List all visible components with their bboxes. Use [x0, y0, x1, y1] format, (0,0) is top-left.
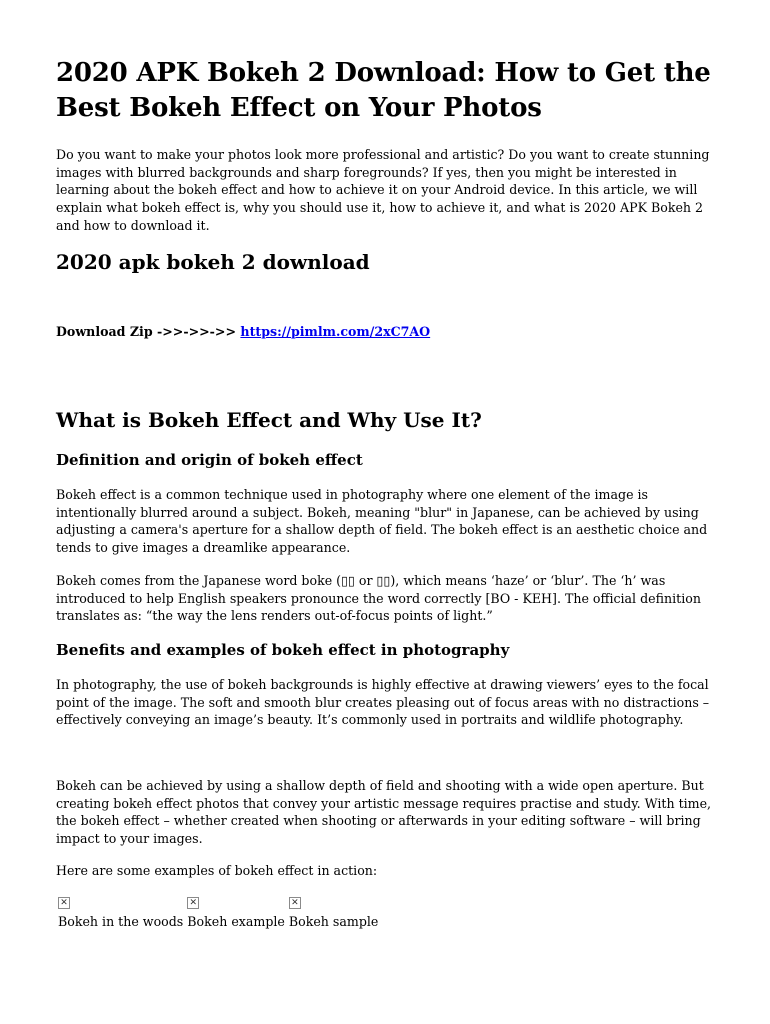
- broken-image-icon: ✕: [187, 897, 199, 909]
- definition-paragraph-1: Bokeh effect is a common technique used in photography where one element of the image is intentionally blurred around a subject. Bokeh, meaning "blur" in Japanese, can be achieved by using adjusting a camera's aperture for a shallow depth of field. The bokeh effect is an aesthetic choice and tends to give images a dreamlike appearance.: [56, 487, 708, 556]
- example-figure: [289, 897, 379, 930]
- example-figure: [58, 897, 183, 930]
- broken-image-icon: ✕: [289, 897, 301, 909]
- benefits-paragraph-2: Bokeh can be achieved by using a shallow depth of field and shooting with a wide open aperture. But creating bokeh effect photos that convey your artistic message requires practise and study. With time, the bokeh effect – whether created when shooting or afterwards in your editing software – will bring impact to your images.: [56, 778, 712, 847]
- benefits-paragraph-1: In photography, the use of bokeh backgrounds is highly effective at drawing viewers’ eyes to the focal point of the image. The soft and smooth blur creates pleasing out of focus areas with no distractions – effectively conveying an image’s beauty. It’s commonly used in portraits and wildlife photography.: [56, 677, 710, 728]
- section-heading-download: 2020 apk bokeh 2 download: [56, 250, 370, 274]
- download-line: [56, 323, 430, 341]
- definition-paragraph-2: Bokeh comes from the Japanese word boke (▯▯ or ▯▯), which means ‘haze’ or ‘blur’. The ‘h’ was introduced to help English speakers pronounce the word correctly [BO - KEH]. The official definition translates as: “the way the lens renders out-of-focus points of light.”: [56, 573, 701, 624]
- page-title: 2020 APK Bokeh 2 Download: How to Get the Best Bokeh Effect on Your Photos: [56, 58, 711, 123]
- broken-image-icon: ✕: [58, 897, 70, 909]
- section-heading-what-is-bokeh: What is Bokeh Effect and Why Use It?: [56, 408, 482, 432]
- example-caption: Bokeh in the woods: [58, 914, 184, 929]
- download-link[interactable]: https://pimlm.com/2xC7AO: [240, 324, 431, 339]
- examples-intro: Here are some examples of bokeh effect in action:: [56, 863, 378, 878]
- subheading-benefits: Benefits and examples of bokeh effect in photography: [56, 641, 510, 659]
- example-figure: [187, 897, 285, 930]
- intro-paragraph: Do you want to make your photos look more professional and artistic? Do you want to create stunning images with blurred backgrounds and sharp foregrounds? If yes, then you might be interested in learning about the bokeh effect and how to achieve it on your Android device. In this article, we will explain what bokeh effect is, why you should use it, how to achieve it, and what is 2020 APK Bokeh 2 and how to download it.: [56, 147, 710, 233]
- examples-gallery: [58, 897, 382, 930]
- download-label: Download Zip ->>->>->>: [56, 324, 241, 339]
- example-caption: Bokeh sample: [288, 914, 379, 929]
- example-caption: Bokeh example: [187, 914, 285, 929]
- subheading-definition: Definition and origin of bokeh effect: [56, 451, 363, 469]
